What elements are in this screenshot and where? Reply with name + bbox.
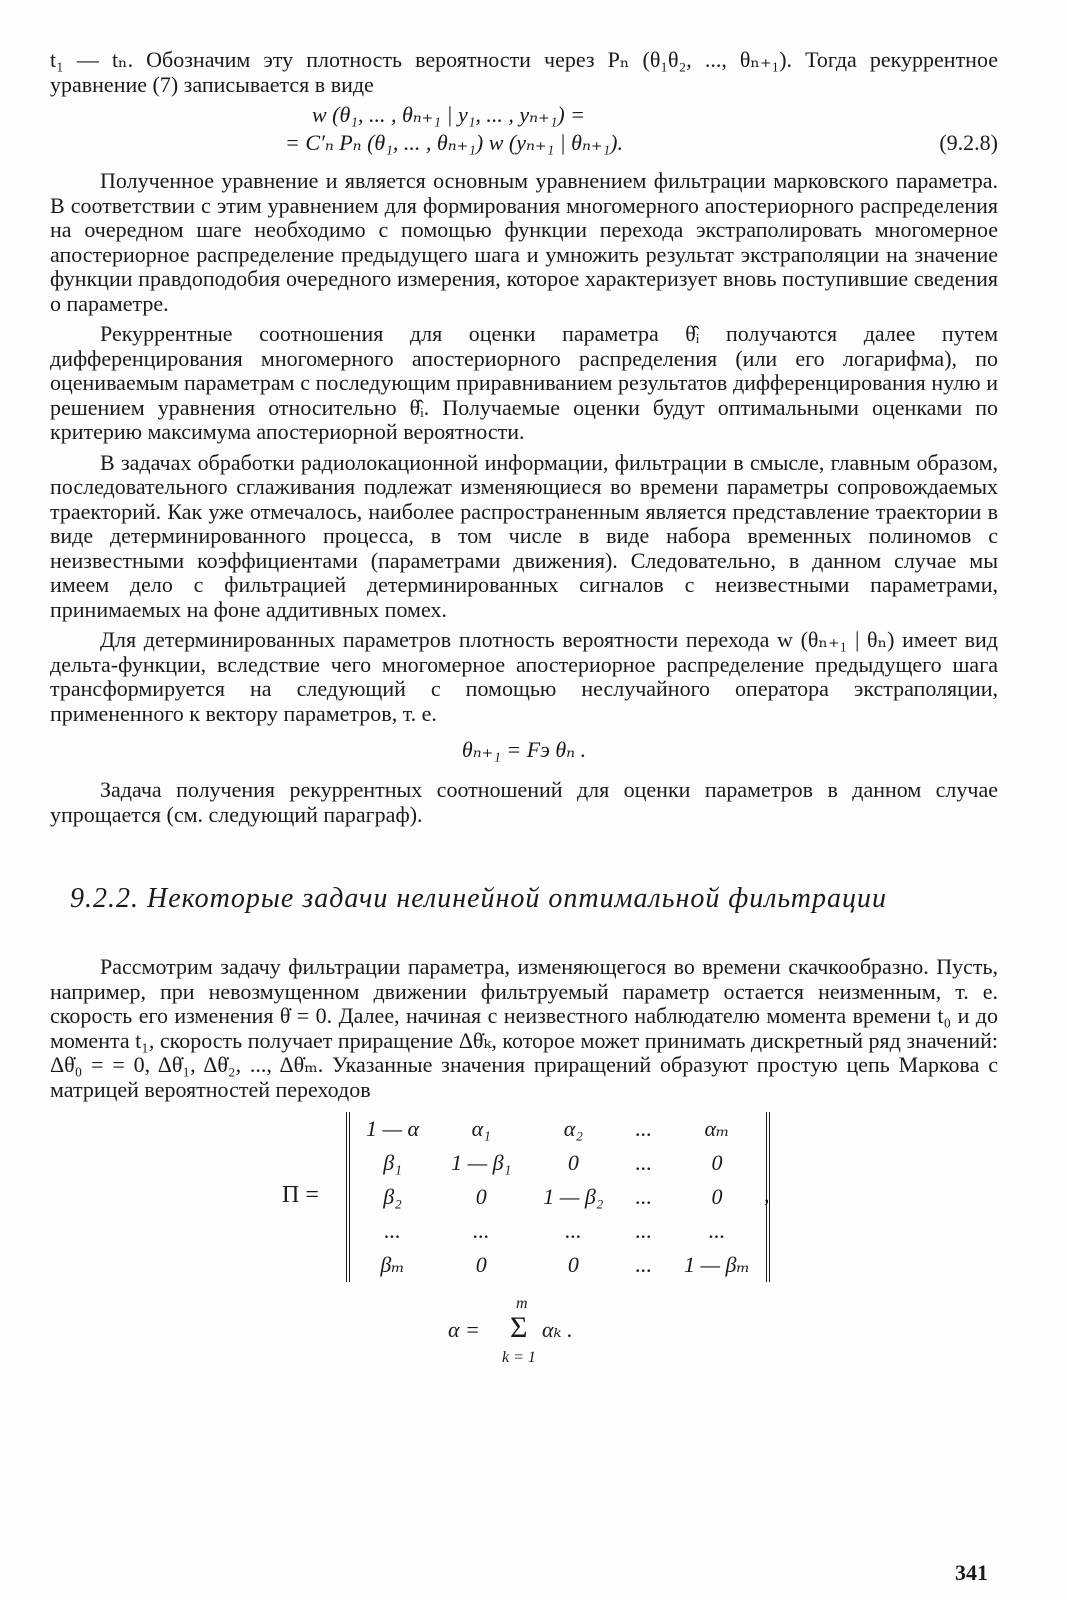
matrix-cell: α₂	[563, 1116, 583, 1141]
matrix-cell: β₁	[383, 1150, 402, 1175]
section-heading: 9.2.2. Некоторые задачи нелинейной оптимальной фильтрации	[70, 883, 888, 914]
paragraph-jump-filtering: Рассмотрим задачу фильтрации параметра, изменяющегося во времени скачкообразно. Пусть, например, при невозмущенном движении фильтруемый параметр остается неизменным, т. е. скорость его изменения θ̇ = 0. Далее, начиная с неизвестного наблюдателю момента времени t₀ и до момента t₁, скорость получает приращение Δθ̇ₖ, которое может принимать дискретный ряд значений: Δθ̇₀ = = 0, Δθ̇₁, Δθ̇₂, ..., Δθ̇ₘ. Указанные значения приращений образуют простую цепь Маркова с матрицей вероятностей переходов	[50, 954, 998, 1102]
matrix-cell: αₘ	[704, 1116, 730, 1141]
matrix-cell: 1 — β₂	[543, 1184, 604, 1209]
matrix-cell: ...	[635, 1218, 652, 1243]
matrix-row	[348, 1248, 768, 1282]
matrix-cell: ...	[635, 1184, 652, 1209]
matrix-comma: ,	[764, 1182, 770, 1207]
matrix-cell: α₁	[471, 1116, 491, 1141]
page-body	[50, 48, 998, 1375]
paragraph-deterministic-params: Для детерминированных параметров плотность вероятности перехода w (θₙ₊₁ | θₙ) имеет вид дельта-функции, вследствие чего многомерное апостериорное распределение предыдущего шага трансформируется на следующий с помощью неслучайного оператора экстраполяции, примененного к вектору параметров, т. е.	[50, 627, 998, 726]
matrix-cell: βₘ	[380, 1252, 405, 1277]
equation-line-2-text: = C′ₙ Pₙ (θ₁, ... , θₙ₊₁) w (yₙ₊₁ | θₙ₊₁).	[285, 130, 623, 155]
sum-rhs: αₖ .	[542, 1317, 573, 1342]
sigma-symbol: Σ	[510, 1311, 528, 1344]
matrix-cell: ...	[635, 1116, 652, 1141]
equation-number: (9.2.8)	[939, 130, 998, 155]
sum-lower-limit: k = 1	[502, 1349, 536, 1366]
matrix-label: Π =	[282, 1182, 319, 1208]
matrix-row	[348, 1180, 768, 1214]
matrix-cell: 1 — βₘ	[683, 1252, 750, 1277]
sum-lhs: α =	[448, 1317, 480, 1342]
equation-extrapolation: θₙ₊₁ = Fэ θₙ .	[461, 737, 587, 762]
matrix-cell: ...	[384, 1218, 401, 1243]
matrix-cell: 0	[475, 1184, 487, 1209]
page-number: 341	[955, 1560, 988, 1585]
matrix-cell: ...	[472, 1218, 490, 1243]
paragraph-recurrent-relations: Рекуррентные соотношения для оценки параметра θ̂ᵢ получаются далее путем дифференцирования многомерного апостериорного распределения (или его логарифма), по оцениваемым параметрам с последующим приравниванием результатов дифференцирования нулю и решением уравнения относительно θ̂ᵢ. Получаемые оценки будут оптимальными оценками по критерию максимума апостериорной вероятности.	[50, 321, 998, 444]
matrix-cell: 0	[567, 1150, 579, 1175]
matrix-cell: ...	[635, 1252, 652, 1277]
paragraph-radar-processing: В задачах обработки радиолокационной информации, фильтрации в смысле, главным образом, последовательного сглаживания подлежат изменяющиеся во времени параметры сопровождаемых траекторий. Как уже отмечалось, наиболее распространенным является представление траектории в виде детерминированного процесса, в том числе в виде набора временных полиномов с неизвестными коэффициентами (параметрами движения). Следовательно, в данном случае мы имеем дело с фильтрацией детерминированных сигналов с неизвестными параметрами, принимаемых на фоне аддитивных помех.	[50, 449, 998, 622]
matrix-cell: 0	[567, 1252, 579, 1277]
paragraph-filter-equation: Полученное уравнение и является основным уравнением фильтрации марковского параметра. В соответствии с этим уравнением для формирования многомерного апостериорного распределения на очередном шаге необходимо с помощью функции перехода экстраполировать многомерное апостериорное распределение предыдущего шага и умножить результат экстраполяции на значение функции правдоподобия очередного измерения, которое характеризует вновь поступившие сведения о параметре.	[50, 168, 998, 316]
matrix-row	[348, 1214, 768, 1248]
equation-line-2	[285, 129, 998, 157]
matrix-cell: ...	[565, 1218, 582, 1243]
matrix-cell: 1 — α	[366, 1116, 420, 1141]
matrix-cell: ...	[635, 1150, 652, 1175]
matrix-cell: 0	[711, 1150, 723, 1175]
matrix-cell: 0	[711, 1184, 723, 1209]
sum-upper-limit: m	[516, 1295, 528, 1312]
paragraph-task-simplified: Задача получения рекуррентных соотношений для оценки параметров в данном случае упрощается (см. следующий параграф).	[50, 777, 998, 827]
transition-matrix	[50, 1112, 998, 1287]
matrix-cell: β₂	[383, 1184, 402, 1209]
matrix-row	[348, 1146, 768, 1180]
matrix-cell: 0	[475, 1252, 487, 1277]
matrix-cell: ...	[708, 1218, 726, 1243]
intro-paragraph: t₁ — tₙ. Обозначим эту плотность вероятности через Pₙ (θ₁θ₂, ..., θₙ₊₁). Тогда рекуррентное уравнение (7) записывается в виде	[50, 47, 998, 97]
matrix-table	[346, 1112, 770, 1282]
sum-equation	[50, 1295, 998, 1375]
matrix-row	[348, 1112, 768, 1146]
equation-line-1: w (θ₁, ... , θₙ₊₁ | y₁, ... , yₙ₊₁) =	[312, 102, 586, 127]
matrix-cell: 1 — β₁	[451, 1150, 512, 1175]
